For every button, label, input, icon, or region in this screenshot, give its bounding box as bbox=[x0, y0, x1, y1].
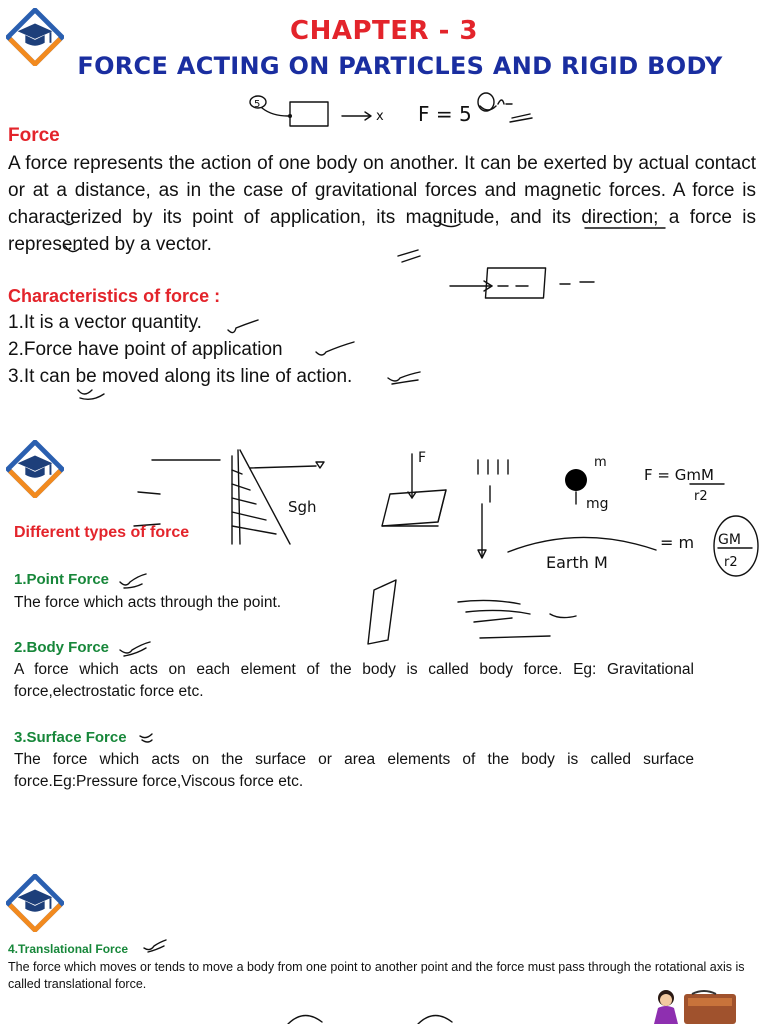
gravitation-denominator: r2 bbox=[694, 489, 708, 504]
sliding-vector-sketch bbox=[448, 262, 608, 312]
sketch-label-five: 5 bbox=[254, 99, 261, 110]
force-definition: A force represents the action of one body on another. It can be exerted by actual contact or at a distance, as in the case of gravitational forces and magnetic forces. A force is characterized by its point of application, its magnitude, and its direction; a force is represented by a vector. bbox=[8, 153, 756, 255]
force-type-description: The force which moves or tends to move a body from one point to another point and the force must pass through the rotational axis is called translational force. bbox=[8, 960, 745, 991]
graduation-cap-logo-icon bbox=[6, 874, 64, 932]
weight-label: mg bbox=[586, 496, 609, 512]
force-type-description: The force which acts on the surface or area elements of the body is called surface force.Eg:Pressure force,Viscous force etc. bbox=[14, 751, 694, 790]
handwritten-vector-sketch bbox=[240, 88, 540, 128]
check-marks bbox=[0, 310, 768, 410]
handwritten-annotations bbox=[0, 200, 768, 270]
sketch-force-eq: F = 5 bbox=[418, 102, 472, 126]
sketch-axis-x: x bbox=[376, 109, 384, 124]
force-type-title: 4.Translational Force bbox=[8, 942, 129, 956]
characteristic-item: 2.Force have point of application bbox=[8, 339, 283, 360]
student-reading-icon bbox=[644, 986, 740, 1024]
force-type-title: 2.Body Force bbox=[14, 639, 110, 656]
characteristic-item: 1.It is a vector quantity. bbox=[8, 312, 202, 333]
bottom-partial-sketch bbox=[280, 1008, 480, 1024]
pressure-label: Sgh bbox=[288, 498, 317, 516]
gravitation-equation: F = GmM bbox=[644, 466, 714, 484]
section-heading-force: Force bbox=[8, 125, 60, 146]
force-type-description: A force which acts on each element of the body is called body force. Eg: Gravitational force,electrostatic force etc. bbox=[14, 661, 694, 700]
equation-two-left: = m bbox=[660, 533, 695, 552]
characteristic-item: 3.It can be moved along its line of action. bbox=[8, 366, 353, 387]
check-marks bbox=[140, 938, 180, 958]
chapter-number: CHAPTER - 3 bbox=[289, 16, 479, 46]
force-type-title: 1.Point Force bbox=[14, 571, 110, 588]
section-heading-characteristics: Characteristics of force : bbox=[8, 286, 221, 306]
page-title: FORCE ACTING ON PARTICLES AND RIGID BODY bbox=[77, 52, 723, 80]
force-type-description: The force which acts through the point. bbox=[14, 594, 282, 611]
force-type-title: 3.Surface Force bbox=[14, 729, 127, 746]
equation-two-denominator: r2 bbox=[724, 555, 738, 570]
section-heading-types: Different types of force bbox=[14, 524, 190, 541]
check-marks bbox=[0, 570, 200, 750]
earth-label: Earth M bbox=[546, 553, 608, 572]
force-label: F bbox=[418, 450, 427, 466]
graduation-cap-logo-icon bbox=[6, 440, 64, 498]
force-types-sketch bbox=[120, 440, 768, 650]
mass-label: m bbox=[594, 455, 607, 470]
equation-two-numerator: GM bbox=[718, 532, 741, 548]
